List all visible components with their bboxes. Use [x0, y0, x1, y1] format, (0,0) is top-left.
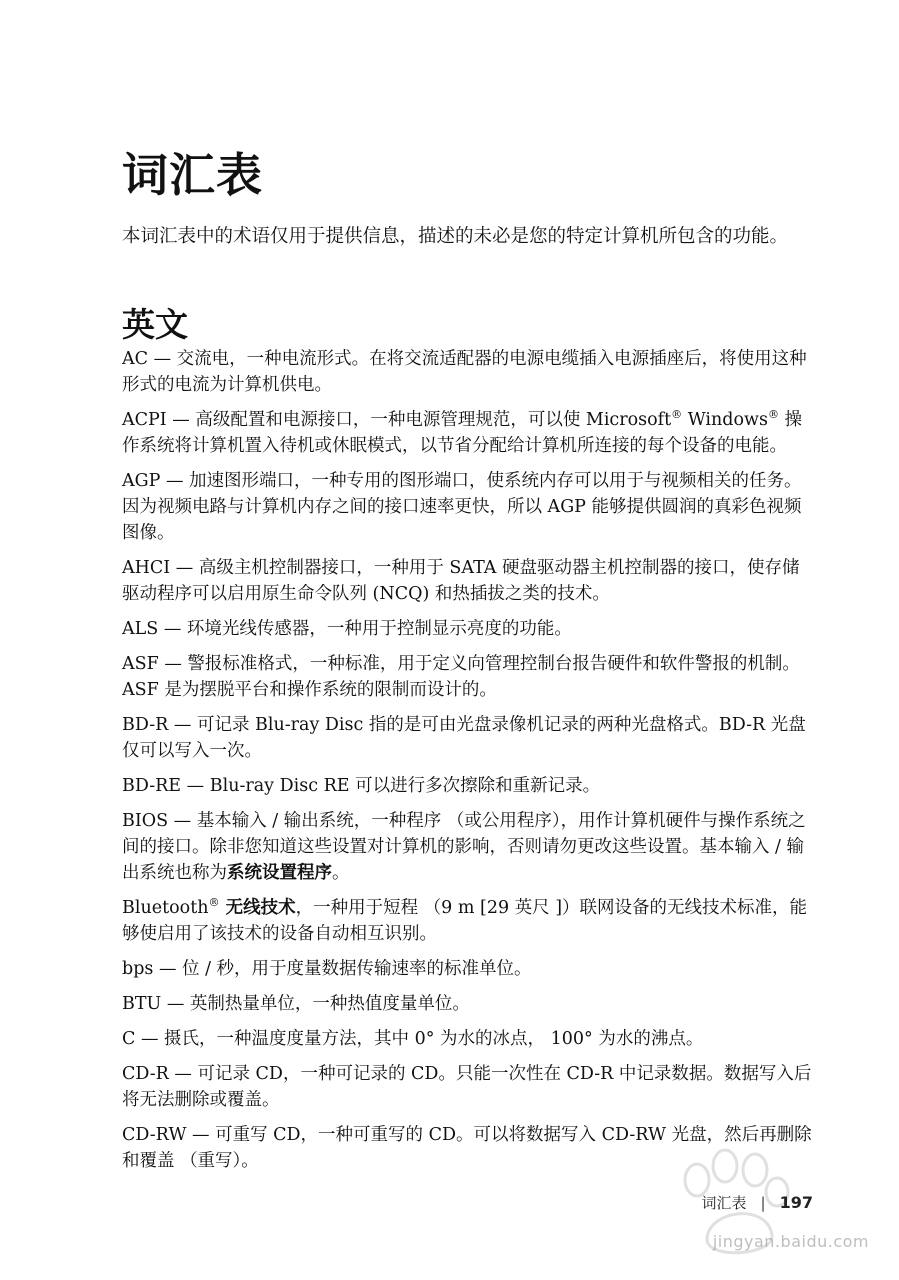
page-title: 词汇表 [122, 148, 263, 202]
entry-term: CD-R [122, 1064, 169, 1084]
section-heading: 英文 [122, 305, 188, 344]
entry-term: AHCI [122, 558, 171, 578]
glossary-entry [122, 468, 812, 546]
registered-mark: ® [767, 408, 779, 422]
footer-section-title: 词汇表 [701, 1194, 747, 1212]
glossary-entries [122, 346, 812, 1183]
entry-term: Bluetooth [122, 898, 209, 918]
entry-dash: — [181, 776, 210, 796]
entry-term: bps [122, 959, 154, 979]
entry-term: BIOS [122, 811, 169, 831]
glossary-entry [122, 712, 812, 764]
entry-definition: 高级配置和电源接口，一种电源管理规范，可以使 Microsoft [195, 410, 672, 430]
entry-definition: ，一种用于短程 （9 m [29 英尺 ]）联网设备的无线技术标准，能够使启用了该技术的设备自动相互识别。 [122, 898, 808, 944]
entry-definition: 可记录 Blu-ray Disc 指的是可由光盘录像机记录的两种光盘格式。BD-R 光盘仅可以写入一次。 [122, 715, 806, 761]
glossary-entry [122, 991, 812, 1017]
glossary-entry [122, 407, 812, 459]
entry-dash: — [168, 1064, 198, 1084]
entry-dash: — [170, 558, 199, 578]
entry-dash: — [153, 959, 183, 979]
glossary-entry [122, 773, 812, 799]
entry-definition: 警报标准格式，一种标准，用于定义向管理控制台报告硬件和软件警报的机制。ASF 是为摆脱平台和操作系统的限制而设计的。 [122, 654, 800, 700]
page-number: 197 [779, 1193, 813, 1212]
glossary-entry [122, 808, 812, 886]
entry-definition-cont: Windows [682, 410, 768, 430]
entry-dash: — [148, 349, 177, 369]
entry-term: ACPI [122, 410, 167, 430]
entry-definition: 环境光线传感器，一种用于控制显示亮度的功能。 [186, 619, 572, 639]
entry-term: ALS [122, 619, 159, 639]
glossary-entry [122, 616, 812, 642]
glossary-entry [122, 1061, 812, 1113]
entry-dash: — [186, 1125, 216, 1145]
entry-bold-term: 系统设置程序 [227, 863, 332, 883]
entry-dash: — [160, 471, 190, 491]
glossary-entry [122, 895, 812, 947]
glossary-entry [122, 1026, 812, 1052]
entry-term: AC [122, 349, 149, 369]
entry-definition: 位 / 秒，用于度量数据传输速率的标准单位。 [182, 959, 532, 979]
entry-dash: — [158, 654, 188, 674]
entry-definition: 英制热量单位，一种热值度量单位。 [189, 994, 470, 1014]
glossary-entry [122, 651, 812, 703]
entry-dash: — [166, 410, 196, 430]
glossary-entry [122, 1122, 812, 1174]
glossary-entry [122, 956, 812, 982]
entry-definition: 高级主机控制器接口，一种用于 SATA 硬盘驱动器主机控制器的接口，使存储驱动程序可以启用原生命令队列 (NCQ) 和热插拔之类的技术。 [122, 558, 800, 604]
entry-bold-term: 无线技术 [219, 898, 296, 918]
registered-mark: ® [208, 896, 220, 910]
entry-definition: 加速图形端口，一种专用的图形端口，使系统内存可以用于与视频相关的任务。因为视频电路与计算机内存之间的接口速率更快，所以 AGP 能够提供圆润的真彩色视频图像。 [122, 471, 802, 543]
intro-paragraph: 本词汇表中的术语仅用于提供信息，描述的未必是您的特定计算机所包含的功能。 [122, 226, 789, 247]
entry-term: BTU [122, 994, 162, 1014]
entry-definition-end: 。 [332, 863, 350, 883]
entry-dash: — [158, 619, 187, 639]
page-footer [702, 1192, 813, 1213]
glossary-entry [122, 346, 812, 398]
entry-definition: 交流电，一种电流形式。在将交流适配器的电源电缆插入电源插座后，将使用这种形式的电流为计算机供电。 [122, 349, 807, 395]
entry-term: BD-RE [122, 776, 182, 796]
entry-dash: — [168, 715, 197, 735]
registered-mark: ® [671, 408, 683, 422]
entry-term: C [122, 1029, 136, 1049]
entry-definition: 可重写 CD，一种可重写的 CD。可以将数据写入 CD-RW 光盘，然后再删除和覆盖 （重写）。 [122, 1125, 812, 1171]
glossary-entry [122, 555, 812, 607]
entry-definition: 基本输入 / 输出系统，一种程序 （或公用程序），用作计算机硬件与操作系统之间的接口。除非您知道这些设置对计算机的影响，否则请勿更改这些设置。基本输入 / 输出系统也称为 [122, 811, 806, 883]
entry-definition: 可记录 CD，一种可记录的 CD。只能一次性在 CD-R 中记录数据。数据写入后将无法删除或覆盖。 [122, 1064, 812, 1110]
entry-definition: 摄氏，一种温度度量方法，其中 0° 为水的冰点， 100° 为水的沸点。 [164, 1029, 704, 1049]
entry-dash: — [135, 1029, 165, 1049]
entry-term: ASF [122, 654, 159, 674]
entry-definition: Blu-ray Disc RE 可以进行多次擦除和重新记录。 [209, 776, 601, 796]
entry-term: BD-R [122, 715, 169, 735]
entry-dash: — [168, 811, 197, 831]
entry-dash: — [161, 994, 190, 1014]
footer-separator: | [760, 1193, 766, 1212]
watermark-url: jingyan.baidu.com [712, 1232, 869, 1251]
entry-definition-cont: 操作系统将计算机置入待机或休眠模式，以节省分配给计算机所连接的每个设备的电能。 [122, 410, 803, 456]
entry-term: AGP [122, 471, 161, 491]
entry-term: CD-RW [122, 1125, 187, 1145]
